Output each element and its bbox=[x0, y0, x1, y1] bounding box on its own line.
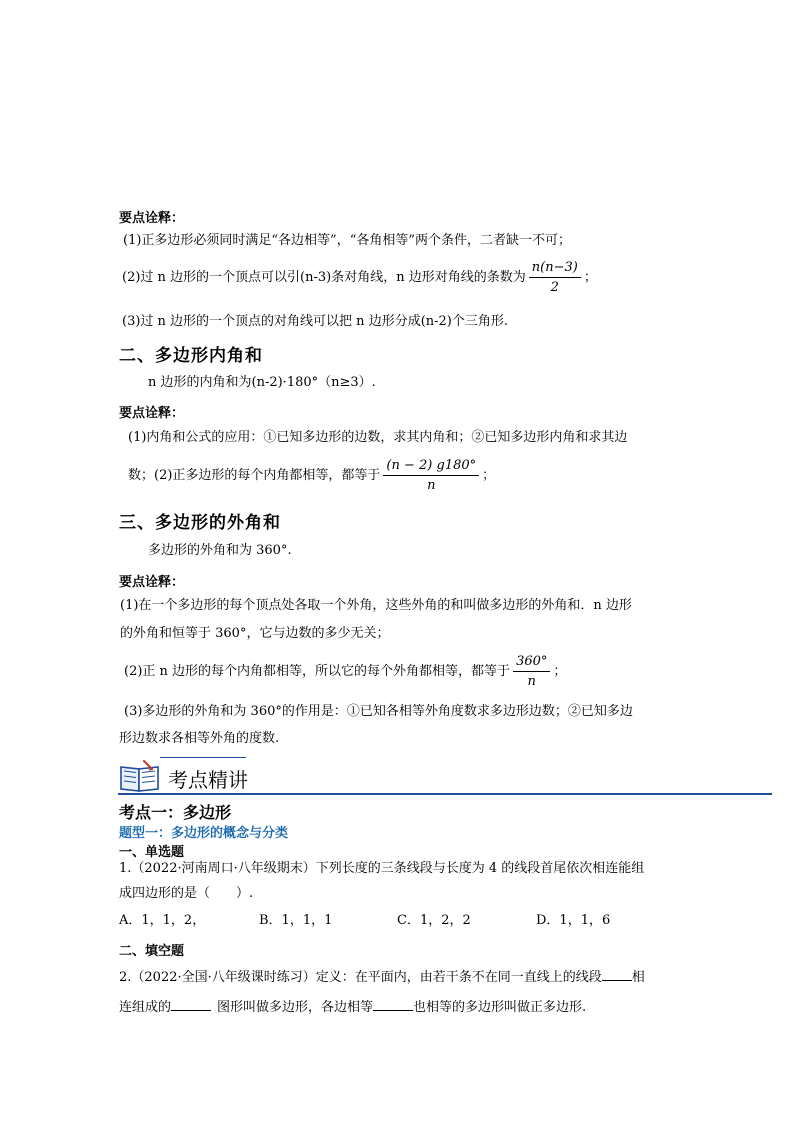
section2-note-line2-end: ； bbox=[482, 468, 496, 483]
question-1-line1: 1.（2022·河南周口·八年级期末）下列长度的三条线段与长度为 4 的线段首尾依次相连能组 bbox=[119, 861, 645, 876]
note-item-2-end: ； bbox=[583, 270, 597, 285]
note-item-1: (1)正多边形必须同时满足“各边相等”，“各角相等”两个条件，二者缺一不可； bbox=[123, 233, 571, 248]
fraction-denominator: n bbox=[427, 478, 436, 493]
note-item-2-text: (2)过 n 边形的一个顶点可以引(n-3)条对角线，n 边形对角线的条数为 bbox=[122, 270, 526, 285]
question-2-line1 bbox=[119, 968, 645, 986]
banner-title: 考点精讲 bbox=[168, 768, 248, 792]
section3-note-item2-end: ； bbox=[553, 664, 567, 679]
section3-note-item3-line2: 形边数求各相等外角的度数. bbox=[119, 731, 280, 746]
exterior-angle-formula: 多边形的外角和为 360°. bbox=[148, 543, 292, 558]
notes-heading: 要点诠释： bbox=[119, 406, 185, 421]
exam-point-title: 考点一：多边形 bbox=[119, 803, 232, 822]
question-1-option-d: D．1，1，6 bbox=[536, 913, 611, 928]
question-1-option-b: B．1，1，1 bbox=[259, 913, 333, 928]
interior-angle-formula: n 边形的内角和为(n-2)·180°（n≥3）. bbox=[148, 375, 376, 390]
question-1-line2: 成四边形的是（ ）. bbox=[119, 886, 254, 901]
fraction-numerator: 360° bbox=[513, 654, 550, 672]
question-2-line1-text: 2.（2022·全国·八年级课时练习）定义：在平面内，由若干条不在同一直线上的线段 bbox=[119, 970, 602, 985]
answer-blank-2[interactable] bbox=[171, 998, 211, 1011]
section-title-exterior-angles: 三、多边形的外角和 bbox=[119, 513, 281, 533]
section3-note-item2 bbox=[124, 654, 566, 690]
answer-blank-3[interactable] bbox=[373, 998, 413, 1011]
section3-note-line2: 的外角和恒等于 360°，它与边数的多少无关； bbox=[120, 626, 390, 641]
notes-heading: 要点诠释： bbox=[119, 211, 185, 226]
fraction-denominator: n bbox=[527, 674, 536, 689]
banner-top-line bbox=[160, 757, 246, 758]
section3-note-line1: (1)在一个多边形的每个顶点处各取一个外角，这些外角的和叫做多边形的外角和．n 边形 bbox=[120, 598, 632, 613]
question-1-option-a: A．1，1，2， bbox=[119, 913, 206, 928]
question-1-option-c: C．1，2，2 bbox=[397, 913, 471, 928]
part-heading-single-choice: 一、单选题 bbox=[119, 845, 185, 860]
fraction-numerator: n(n−3) bbox=[529, 260, 581, 278]
section2-note-line2 bbox=[128, 458, 495, 494]
section-title-interior-angles: 二、多边形内角和 bbox=[119, 346, 263, 366]
part-heading-fill-blank: 二、填空题 bbox=[119, 944, 185, 959]
question-type-title: 题型一：多边形的概念与分类 bbox=[119, 826, 289, 841]
answer-blank-1[interactable] bbox=[602, 968, 632, 981]
question-2-line2 bbox=[119, 998, 586, 1016]
book-icon bbox=[118, 757, 162, 793]
section2-note-line2-text: 数；(2)正多边形的每个内角都相等，都等于 bbox=[128, 468, 381, 483]
fraction bbox=[513, 654, 550, 690]
section2-note-line1: (1)内角和公式的应用：①已知多边形的边数，求其内角和；②已知多边形内角和求其边 bbox=[128, 430, 628, 445]
fraction bbox=[529, 260, 581, 296]
fraction bbox=[383, 458, 479, 494]
note-item-3: (3)过 n 边形的一个顶点的对角线可以把 n 边形分成(n-2)个三角形. bbox=[122, 314, 509, 329]
question-2-line1-end: 相 bbox=[631, 970, 645, 985]
question-2-line2-c: 也相等的多边形叫做正多边形. bbox=[413, 1000, 587, 1015]
fraction-numerator: (n − 2) g180° bbox=[383, 458, 479, 476]
fraction-denominator: 2 bbox=[550, 280, 559, 295]
question-2-line2-a: 连组成的 bbox=[119, 1000, 172, 1015]
question-2-line2-b: 图形叫做多边形，各边相等 bbox=[217, 1000, 374, 1015]
banner-divider bbox=[118, 793, 772, 795]
note-item-2 bbox=[122, 260, 597, 296]
section3-note-item2-text: (2)正 n 边形的每个内角都相等，所以它的每个外角都相等，都等于 bbox=[124, 664, 511, 679]
section3-note-item3-line1: (3)多边形的外角和为 360°的作用是：①已知各相等外角度数求多边形边数；②已知多边 bbox=[124, 704, 633, 719]
notes-heading: 要点诠释： bbox=[119, 575, 185, 590]
